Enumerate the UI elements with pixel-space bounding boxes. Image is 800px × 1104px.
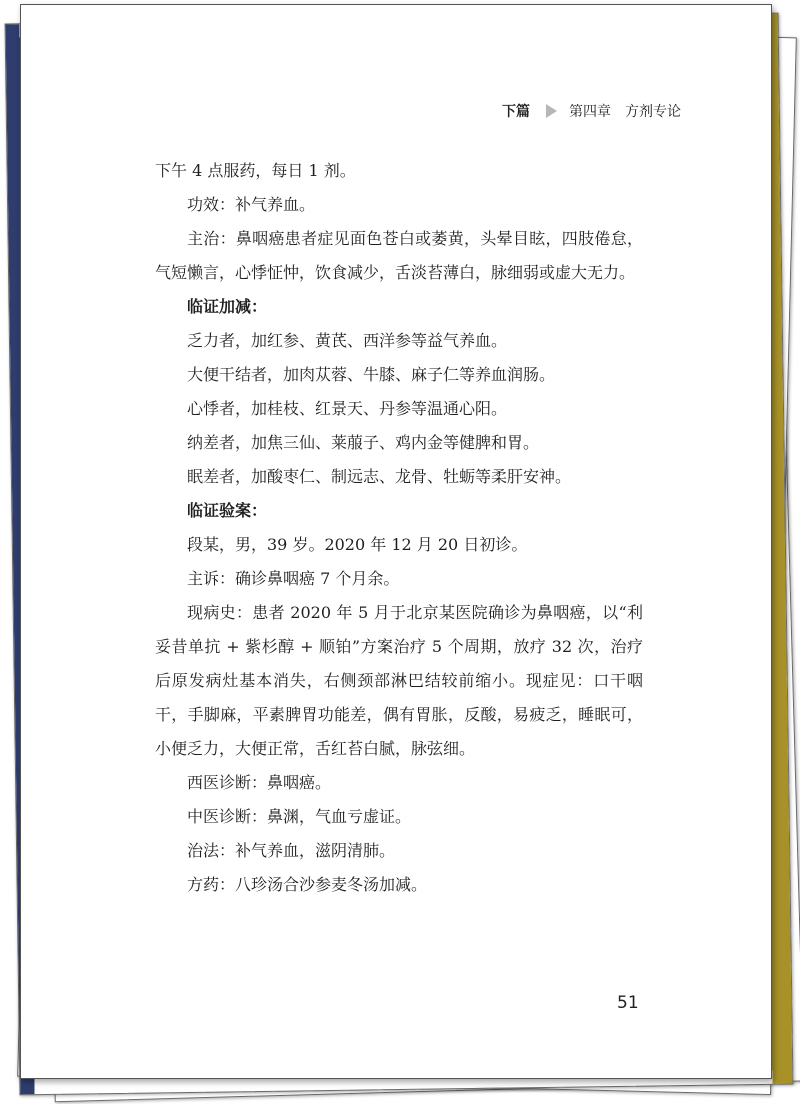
page-body xyxy=(155,154,643,902)
paragraph-modification-constipation: 大便干结者，加肉苁蓉、牛膝、麻子仁等养血润肠。 xyxy=(187,365,556,384)
page-number: 51 xyxy=(617,993,639,1013)
paragraph-modification-appetite: 纳差者，加焦三仙、莱菔子、鸡内金等健脾和胃。 xyxy=(187,433,540,452)
paragraph-modification-sleep: 眠差者，加酸枣仁、制远志、龙骨、牡蛎等柔肝安神。 xyxy=(187,467,572,486)
heading-modifications: 临证加减： xyxy=(187,297,268,316)
heading-case-study: 临证验案： xyxy=(187,501,268,520)
paragraph-history: 现病史：患者 2020 年 5 月于北京某医院确诊为鼻咽癌，以“利妥昔单抗 + 紫杉醇 + 顺铂”方案治疗 5 个周期，放疗 32 次，治疗后原发病灶基本消失，右侧颈部淋巴结较前缩小。现症见：口干咽干，手脚麻，平素脾胃功能差，偶有胃胀，反酸，易疲乏，睡眠可，小便乏力，大便正常，舌红苔白腻，脉弦细。 xyxy=(155,603,643,758)
paragraph-prescription: 方药：八珍汤合沙参麦冬汤加减。 xyxy=(187,875,428,894)
book-page xyxy=(20,4,772,1079)
paragraph-tcm-diagnosis: 中医诊断：鼻渊，气血亏虚证。 xyxy=(187,807,412,826)
paragraph-modification-fatigue: 乏力者，加红参、黄芪、西洋参等益气养血。 xyxy=(187,331,508,350)
triangle-arrow-icon xyxy=(546,104,557,118)
paragraph-western-diagnosis: 西医诊断：鼻咽癌。 xyxy=(187,773,332,792)
paragraph-indications: 主治：鼻咽癌患者症见面色苍白或萎黄，头晕目眩，四肢倦怠，气短懒言，心悸怔忡，饮食减少，舌淡苔薄白，脉细弱或虚大无力。 xyxy=(155,229,643,282)
paragraph-chief-complaint: 主诉：确诊鼻咽癌 7 个月余。 xyxy=(187,569,400,588)
running-header xyxy=(502,101,681,121)
paragraph-efficacy: 功效：补气养血。 xyxy=(187,195,316,214)
paragraph-patient: 段某，男，39 岁。2020 年 12 月 20 日初诊。 xyxy=(187,535,528,554)
paragraph-treatment: 治法：补气养血，滋阴清肺。 xyxy=(187,841,396,860)
paragraph-modification-palpitation: 心悸者，加桂枝、红景天、丹参等温通心阳。 xyxy=(187,399,508,418)
header-part: 下篇 xyxy=(502,104,530,120)
header-chapter: 第四章 xyxy=(569,104,611,120)
header-section: 方剂专论 xyxy=(625,104,681,120)
paragraph-dosage: 下午 4 点服药，每日 1 剂。 xyxy=(155,161,356,180)
